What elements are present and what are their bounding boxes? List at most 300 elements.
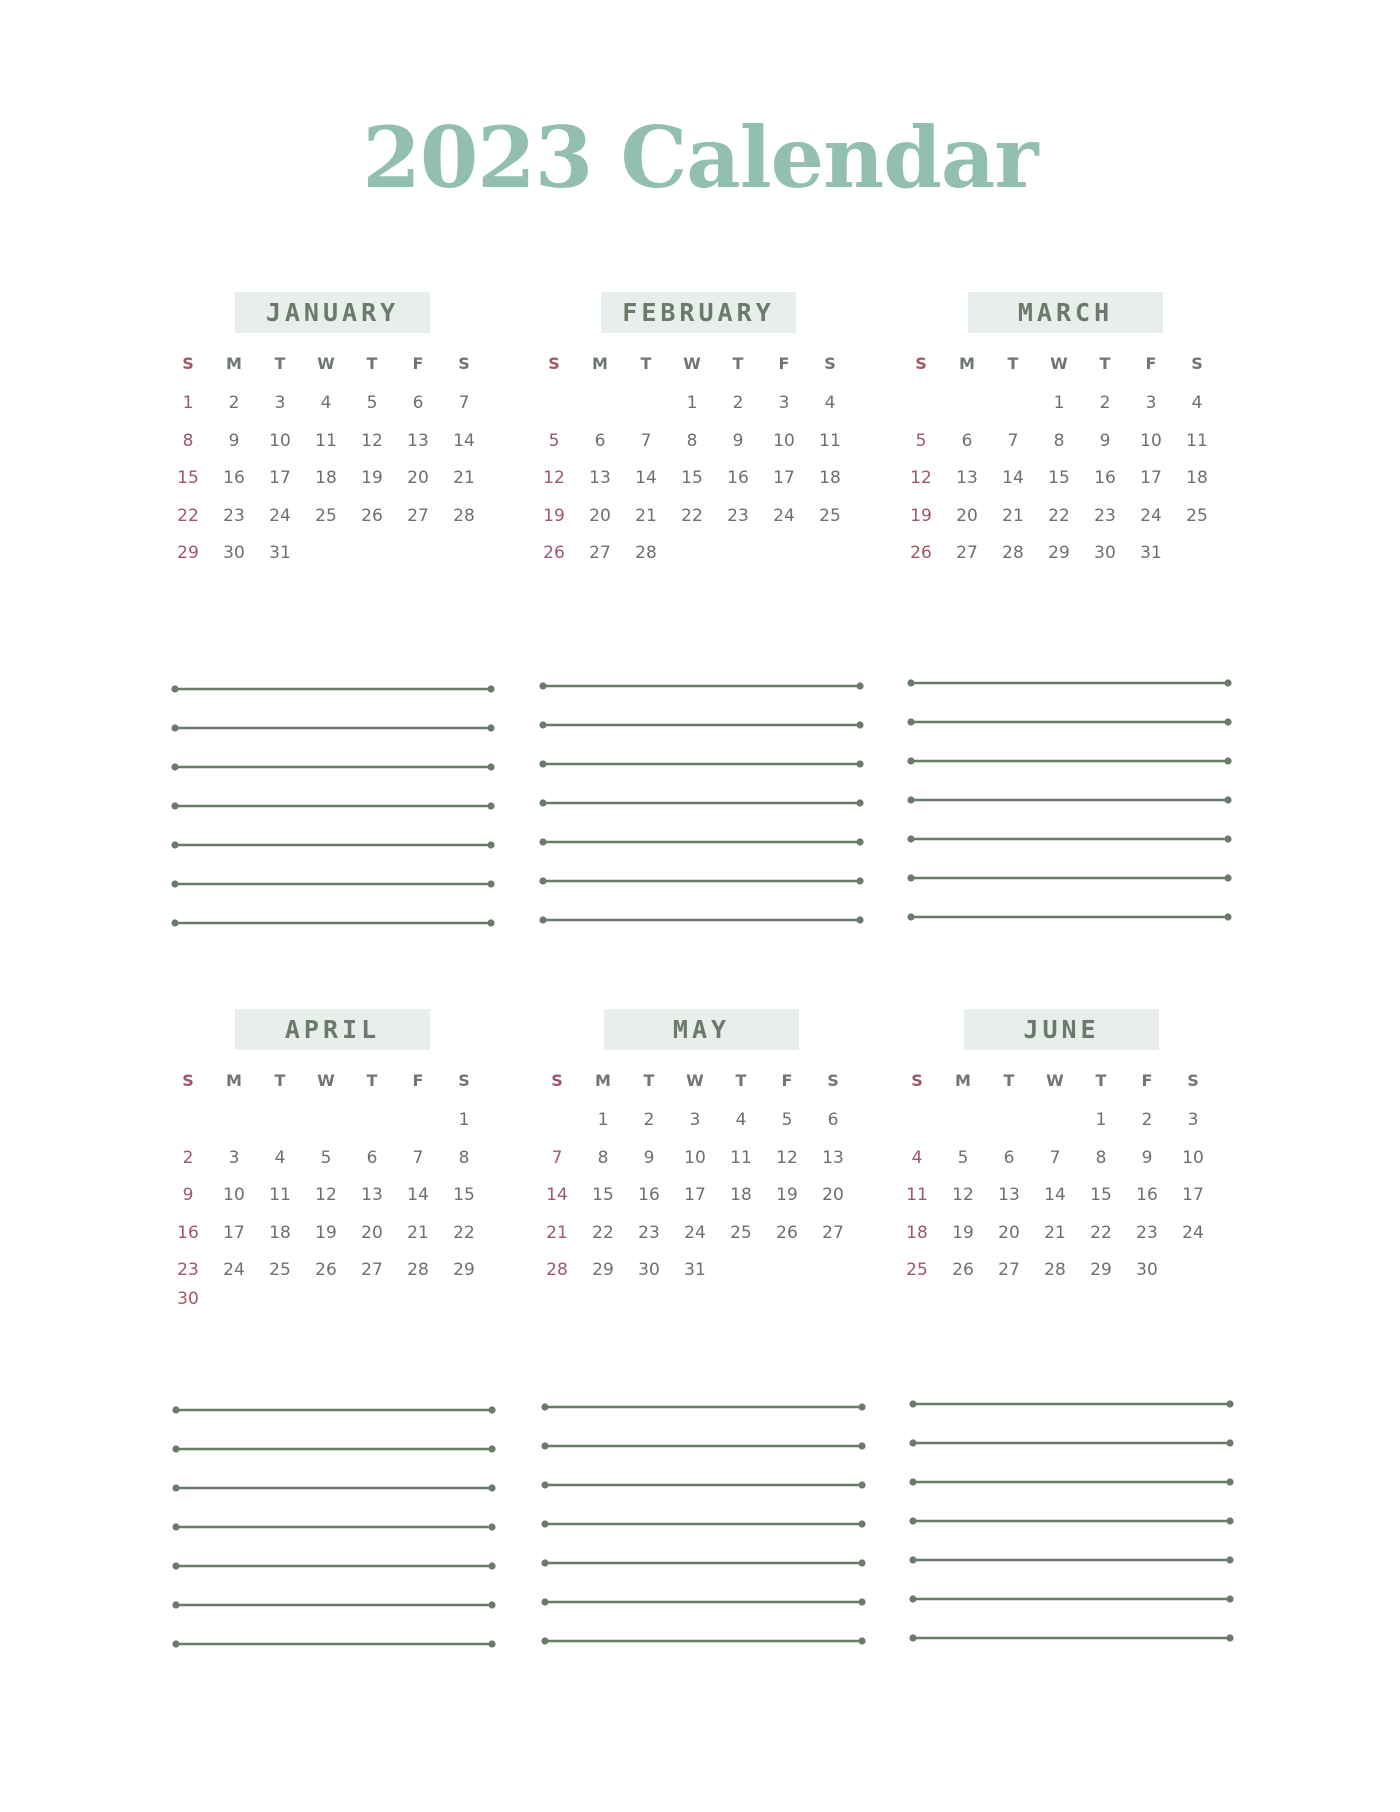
month-label: MAY [604,1009,799,1050]
day-cell: 27 [407,505,429,526]
day-cell: 15 [1090,1185,1112,1205]
day-cell: 29 [453,1260,475,1280]
day-cell: 24 [684,1222,706,1243]
day-cell: 23 [1094,505,1116,526]
line-end-dot [487,763,494,770]
line-end-dot [909,1556,916,1563]
day-cell: 4 [1191,393,1203,413]
day-cell: 24 [1140,505,1162,526]
weekday-header: T [1007,354,1019,373]
day-cell: 24 [1182,1222,1204,1243]
day-cell: 5 [320,1147,332,1168]
day-cell: 20 [361,1222,383,1243]
day-cell: 25 [269,1260,291,1280]
line-end-dot [907,718,914,725]
day-cell: 29 [1090,1260,1112,1280]
day-cell: 28 [453,505,475,526]
line-end-dot [858,1403,865,1410]
line-end-dot [539,916,546,923]
day-cell: 28 [635,543,657,563]
day-cell: 22 [1048,505,1070,526]
day-cell: 24 [773,505,795,526]
day-cell: 17 [269,468,291,488]
day-cell: 30 [1136,1260,1158,1280]
day-cell: 16 [638,1185,660,1205]
line-end-dot [1224,718,1231,725]
day-cell: 9 [228,430,240,451]
day-cell: 21 [1002,505,1024,526]
month-label: MARCH [968,292,1163,333]
day-cell: 27 [956,543,978,563]
line-end-dot [172,1445,179,1452]
day-cell: 11 [819,430,841,451]
line-end-dot [1224,796,1231,803]
line-end-dot [539,838,546,845]
day-cell: 6 [412,393,424,413]
weekday-header: S [551,1071,563,1090]
day-cell: 22 [453,1222,475,1243]
day-cell: 14 [1044,1185,1066,1205]
day-cell: 5 [548,430,560,451]
day-cell: 18 [730,1185,752,1205]
line-end-dot [172,1601,179,1608]
line-end-dot [1224,757,1231,764]
day-cell: 24 [223,1260,245,1280]
day-cell: 1 [182,393,194,413]
day-cell: 9 [1141,1147,1153,1168]
line-end-dot [539,799,546,806]
day-cell: 31 [1140,543,1162,563]
day-cell: 22 [592,1222,614,1243]
day-cell: 18 [819,468,841,488]
line-end-dot [909,1595,916,1602]
line-end-dot [1226,1556,1233,1563]
weekday-header: T [274,354,286,373]
line-end-dot [539,877,546,884]
line-end-dot [856,799,863,806]
day-cell: 20 [998,1222,1020,1243]
day-cell: 19 [315,1222,337,1243]
line-end-dot [488,1562,495,1569]
day-cell: 13 [956,468,978,488]
line-end-dot [1226,1634,1233,1641]
line-end-dot [171,724,178,731]
day-cell: 25 [819,505,841,526]
day-cell: 17 [684,1185,706,1205]
day-cell: 17 [223,1222,245,1243]
weekday-header: S [1191,354,1203,373]
day-cell: 30 [1094,543,1116,563]
line-end-dot [909,1439,916,1446]
weekday-header: W [1050,354,1068,373]
day-cell: 14 [1002,468,1024,488]
day-cell: 3 [274,393,286,413]
line-end-dot [487,685,494,692]
weekday-header: T [640,354,652,373]
weekday-header: M [226,1071,242,1090]
weekday-header: F [412,1071,424,1090]
day-cell: 16 [177,1222,199,1243]
day-cell: 21 [635,505,657,526]
day-cell: 22 [177,505,199,526]
line-end-dot [172,1523,179,1530]
day-cell: 27 [589,543,611,563]
day-cell: 21 [546,1222,568,1243]
line-end-dot [541,1559,548,1566]
day-cell: 4 [320,393,332,413]
day-cell: 15 [453,1185,475,1205]
day-cell: 10 [269,430,291,451]
day-cell: 30 [638,1260,660,1280]
day-cell: 1 [1053,393,1065,413]
day-cell: 26 [952,1260,974,1280]
line-end-dot [171,880,178,887]
day-cell: 18 [1186,468,1208,488]
line-end-dot [1224,835,1231,842]
weekday-header: T [366,1071,378,1090]
line-end-dot [907,913,914,920]
line-end-dot [856,877,863,884]
day-cell: 25 [315,505,337,526]
line-end-dot [907,874,914,881]
day-cell: 13 [589,468,611,488]
day-cell: 4 [911,1147,923,1168]
day-cell: 1 [686,393,698,413]
day-cell: 14 [635,468,657,488]
weekday-header: S [915,354,927,373]
day-cell: 29 [1048,543,1070,563]
weekday-header: S [824,354,836,373]
day-cell: 7 [640,430,652,451]
day-cell: 9 [1099,430,1111,451]
day-cell: 21 [453,468,475,488]
weekday-header: T [732,354,744,373]
line-end-dot [487,919,494,926]
day-cell: 20 [407,468,429,488]
line-end-dot [1226,1400,1233,1407]
day-cell: 8 [597,1147,609,1168]
day-cell: 25 [730,1222,752,1243]
day-cell: 23 [727,505,749,526]
day-cell: 13 [998,1185,1020,1205]
day-cell: 29 [592,1260,614,1280]
day-cell: 24 [269,505,291,526]
day-cell: 28 [546,1260,568,1280]
day-cell: 7 [412,1147,424,1168]
line-end-dot [1226,1439,1233,1446]
day-cell: 3 [228,1147,240,1168]
day-cell: 27 [822,1222,844,1243]
day-cell: 5 [957,1147,969,1168]
day-cell: 15 [1048,468,1070,488]
day-cell: 30 [177,1289,199,1309]
month-label: JANUARY [235,292,430,333]
day-cell: 2 [1141,1110,1153,1130]
day-cell: 10 [684,1147,706,1168]
line-end-dot [858,1637,865,1644]
day-cell: 26 [315,1260,337,1280]
line-end-dot [487,841,494,848]
weekday-header: S [548,354,560,373]
day-cell: 28 [407,1260,429,1280]
line-end-dot [488,1640,495,1647]
weekday-header: F [1141,1071,1153,1090]
day-cell: 6 [366,1147,378,1168]
day-cell: 28 [1044,1260,1066,1280]
day-cell: 2 [228,393,240,413]
day-cell: 14 [546,1185,568,1205]
day-cell: 20 [956,505,978,526]
line-end-dot [539,760,546,767]
weekday-header: W [683,354,701,373]
day-cell: 12 [952,1185,974,1205]
weekday-header: M [592,354,608,373]
line-end-dot [541,1442,548,1449]
day-cell: 23 [1136,1222,1158,1243]
month-label: APRIL [235,1009,430,1050]
day-cell: 9 [732,430,744,451]
weekday-header: T [735,1071,747,1090]
day-cell: 4 [824,393,836,413]
weekday-header: T [366,354,378,373]
line-end-dot [487,880,494,887]
line-end-dot [907,757,914,764]
day-cell: 23 [223,505,245,526]
day-cell: 3 [1187,1110,1199,1130]
day-cell: 28 [1002,543,1024,563]
line-end-dot [856,682,863,689]
day-cell: 10 [1140,430,1162,451]
day-cell: 14 [453,430,475,451]
day-cell: 19 [543,505,565,526]
day-cell: 20 [822,1185,844,1205]
day-cell: 6 [961,430,973,451]
weekday-header: M [595,1071,611,1090]
day-cell: 8 [686,430,698,451]
day-cell: 27 [361,1260,383,1280]
day-cell: 17 [1182,1185,1204,1205]
line-end-dot [909,1400,916,1407]
line-end-dot [909,1478,916,1485]
day-cell: 10 [223,1185,245,1205]
weekday-header: T [1095,1071,1107,1090]
day-cell: 23 [177,1260,199,1280]
line-end-dot [541,1403,548,1410]
line-end-dot [488,1523,495,1530]
day-cell: 22 [681,505,703,526]
line-end-dot [488,1601,495,1608]
day-cell: 30 [223,543,245,563]
line-end-dot [487,724,494,731]
weekday-header: S [182,354,194,373]
day-cell: 7 [1049,1147,1061,1168]
day-cell: 9 [643,1147,655,1168]
day-cell: 18 [906,1222,928,1243]
day-cell: 7 [458,393,470,413]
weekday-header: S [182,1071,194,1090]
day-cell: 27 [998,1260,1020,1280]
line-end-dot [858,1559,865,1566]
day-cell: 25 [906,1260,928,1280]
day-cell: 3 [1145,393,1157,413]
day-cell: 19 [776,1185,798,1205]
line-end-dot [1224,874,1231,881]
day-cell: 12 [315,1185,337,1205]
line-end-dot [541,1520,548,1527]
line-end-dot [856,721,863,728]
weekday-header: T [643,1071,655,1090]
day-cell: 15 [592,1185,614,1205]
line-end-dot [907,835,914,842]
day-cell: 26 [910,543,932,563]
day-cell: 4 [274,1147,286,1168]
day-cell: 17 [1140,468,1162,488]
day-cell: 8 [1053,430,1065,451]
day-cell: 8 [458,1147,470,1168]
weekday-header: S [911,1071,923,1090]
line-end-dot [1224,913,1231,920]
day-cell: 1 [1095,1110,1107,1130]
day-cell: 11 [315,430,337,451]
day-cell: 13 [361,1185,383,1205]
weekday-header: W [317,354,335,373]
weekday-header: F [1145,354,1157,373]
weekday-header: M [959,354,975,373]
weekday-header: S [1187,1071,1199,1090]
day-cell: 5 [781,1110,793,1130]
day-cell: 16 [1136,1185,1158,1205]
line-end-dot [171,919,178,926]
line-end-dot [909,1634,916,1641]
day-cell: 1 [458,1110,470,1130]
line-end-dot [907,796,914,803]
day-cell: 12 [361,430,383,451]
day-cell: 2 [643,1110,655,1130]
day-cell: 21 [1044,1222,1066,1243]
day-cell: 26 [776,1222,798,1243]
day-cell: 12 [910,468,932,488]
day-cell: 2 [1099,393,1111,413]
day-cell: 5 [366,393,378,413]
day-cell: 6 [594,430,606,451]
day-cell: 23 [638,1222,660,1243]
day-cell: 31 [269,543,291,563]
line-end-dot [909,1517,916,1524]
day-cell: 7 [551,1147,563,1168]
weekday-header: T [1099,354,1111,373]
day-cell: 6 [1003,1147,1015,1168]
line-end-dot [172,1406,179,1413]
line-end-dot [1226,1478,1233,1485]
line-end-dot [541,1598,548,1605]
day-cell: 3 [689,1110,701,1130]
day-cell: 19 [952,1222,974,1243]
day-cell: 4 [735,1110,747,1130]
weekday-header: T [1003,1071,1015,1090]
day-cell: 11 [906,1185,928,1205]
day-cell: 25 [1186,505,1208,526]
line-end-dot [172,1562,179,1569]
day-cell: 12 [776,1147,798,1168]
weekday-header: W [686,1071,704,1090]
day-cell: 31 [684,1260,706,1280]
line-end-dot [907,679,914,686]
weekday-header: S [458,1071,470,1090]
weekday-header: M [955,1071,971,1090]
line-end-dot [171,763,178,770]
line-end-dot [171,685,178,692]
line-end-dot [858,1442,865,1449]
line-end-dot [487,802,494,809]
line-end-dot [539,682,546,689]
weekday-header: S [827,1071,839,1090]
day-cell: 14 [407,1185,429,1205]
weekday-header: S [458,354,470,373]
line-end-dot [858,1481,865,1488]
line-end-dot [1226,1595,1233,1602]
line-end-dot [856,838,863,845]
line-end-dot [1226,1517,1233,1524]
day-cell: 16 [223,468,245,488]
day-cell: 13 [822,1147,844,1168]
line-end-dot [1224,679,1231,686]
weekday-header: F [781,1071,793,1090]
day-cell: 6 [827,1110,839,1130]
line-end-dot [488,1406,495,1413]
day-cell: 19 [910,505,932,526]
line-end-dot [172,1484,179,1491]
day-cell: 9 [182,1185,194,1205]
line-end-dot [858,1598,865,1605]
day-cell: 7 [1007,430,1019,451]
weekday-header: M [226,354,242,373]
day-cell: 11 [1186,430,1208,451]
day-cell: 8 [1095,1147,1107,1168]
day-cell: 1 [597,1110,609,1130]
day-cell: 15 [681,468,703,488]
line-end-dot [488,1484,495,1491]
day-cell: 12 [543,468,565,488]
day-cell: 10 [1182,1147,1204,1168]
line-end-dot [541,1637,548,1644]
day-cell: 21 [407,1222,429,1243]
day-cell: 18 [315,468,337,488]
line-end-dot [856,916,863,923]
page-title: 2023 Calendar [362,108,1038,207]
weekday-header: W [1046,1071,1064,1090]
line-end-dot [172,1640,179,1647]
day-cell: 26 [543,543,565,563]
weekday-header: T [274,1071,286,1090]
weekday-header: F [412,354,424,373]
line-end-dot [541,1481,548,1488]
day-cell: 29 [177,543,199,563]
month-label: JUNE [964,1009,1159,1050]
day-cell: 18 [269,1222,291,1243]
day-cell: 13 [407,430,429,451]
day-cell: 11 [269,1185,291,1205]
day-cell: 3 [778,393,790,413]
day-cell: 16 [1094,468,1116,488]
line-end-dot [171,841,178,848]
month-label: FEBRUARY [601,292,796,333]
day-cell: 2 [182,1147,194,1168]
day-cell: 10 [773,430,795,451]
line-end-dot [488,1445,495,1452]
weekday-header: F [778,354,790,373]
day-cell: 2 [732,393,744,413]
line-end-dot [856,760,863,767]
